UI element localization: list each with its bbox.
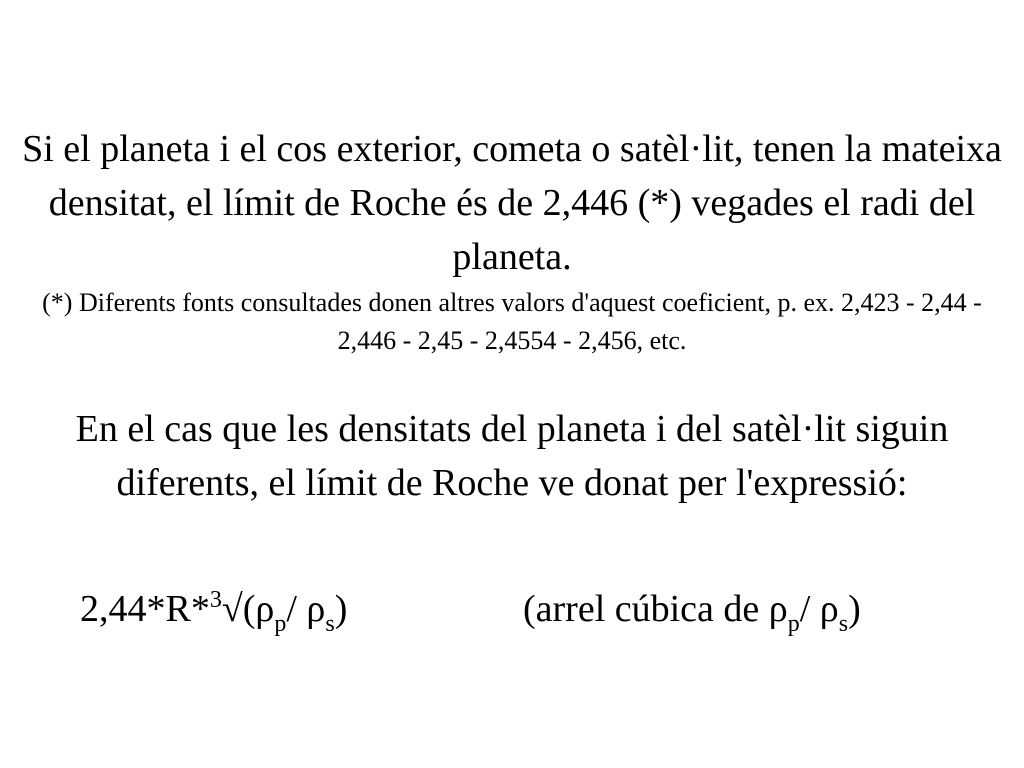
formula-row: [0, 582, 1024, 642]
formula-description: [523, 582, 861, 636]
formula-divider: / ρ: [286, 588, 326, 630]
description-subscript-s: s: [838, 611, 849, 637]
formula-close: ): [334, 588, 348, 630]
roche-equal-density-paragraph: Si el planeta i el cos exterior, cometa o satèl·lit, tenen la mateixa densitat, el límit de Roche és de 2,446 (*) vegades el radi del planeta.: [22, 128, 1002, 278]
formula-subscript-p: p: [274, 611, 287, 637]
description-prefix: (arrel cúbica de ρ: [523, 588, 788, 630]
formula-subscript-s: s: [325, 611, 335, 637]
roche-different-density-paragraph: En el cas que les densitats del planeta i del satèl·lit siguin diferents, el límit de Roche ve donat per l'expressió:: [75, 408, 949, 504]
coefficient-footnote: (*) Diferents fonts consultades donen altres valors d'aquest coeficient, p. ex. 2,423 - 2,44 - 2,446 - 2,45 - 2,4554 - 2,456, etc.: [42, 288, 982, 355]
formula-root-index: 3: [209, 587, 222, 613]
formula-prefix: 2,44*R*: [80, 588, 210, 630]
formula-root-open: √(ρ: [221, 588, 275, 630]
description-divider: / ρ: [799, 588, 839, 630]
roche-formula: [80, 582, 347, 636]
description-close: ): [848, 588, 861, 630]
description-subscript-p: p: [787, 611, 800, 637]
